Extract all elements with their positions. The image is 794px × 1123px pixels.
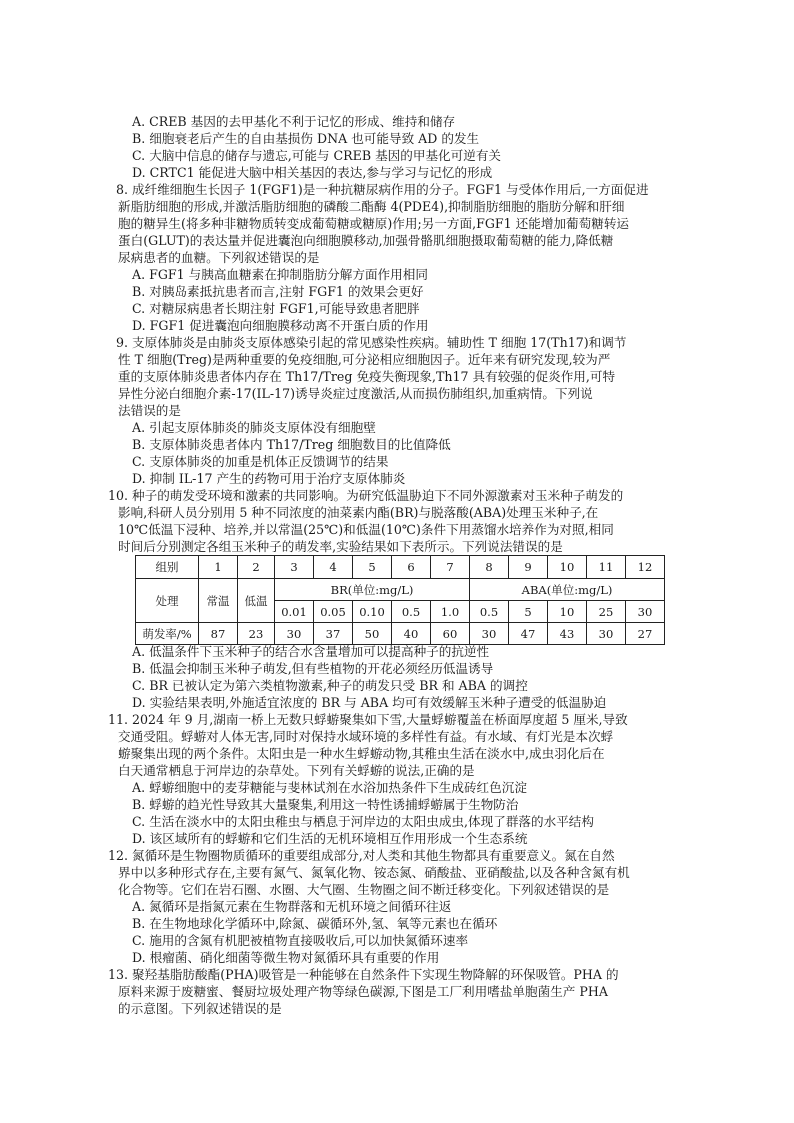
treatment-label-cell: 处理 bbox=[136, 579, 199, 623]
rate-cell: 27 bbox=[626, 623, 665, 645]
br-conc-cell: 0.5 bbox=[392, 601, 431, 623]
q13-stem-line-3: 的示意图。下列叙述错误的是 bbox=[118, 1001, 282, 1016]
q8-option-d: D. FGF1 促进囊泡向细胞膜移动离不开蛋白质的作用 bbox=[132, 318, 429, 333]
q10-stem-line-2: 影响,科研人员分别用 5 种不同浓度的油菜素内酯(BR)与脱落酸(ABA)处理玉米种子,在 bbox=[118, 505, 599, 520]
table-row-group bbox=[136, 556, 665, 579]
q10-option-a: A. 低温条件下玉米种子的结合水含量增加可以提高种子的抗逆性 bbox=[132, 644, 490, 659]
rate-cell: 60 bbox=[431, 623, 470, 645]
rate-cell: 40 bbox=[392, 623, 431, 645]
group-cell: 1 bbox=[199, 556, 238, 579]
germination-table bbox=[135, 555, 665, 645]
br-header-cell: BR(单位:mg/L) bbox=[275, 579, 470, 601]
group-cell: 9 bbox=[509, 556, 548, 579]
q8-option-b: B. 对胰岛素抵抗患者而言,注射 FGF1 的效果会更好 bbox=[132, 284, 424, 299]
group-cell: 6 bbox=[392, 556, 431, 579]
q10-option-c: C. BR 已被认定为第六类植物激素,种子的萌发只受 BR 和 ABA 的调控 bbox=[132, 678, 528, 693]
q11-stem-line-2: 交通受阻。蜉蝣对人体无害,同时对保持水域环境的多样性有益。有水域、有灯光是本次蜉 bbox=[118, 729, 614, 744]
normal-temp-cell: 常温 bbox=[199, 579, 238, 623]
q8-stem-line-4: 蛋白(GLUT)的表达量并促进囊泡向细胞膜移动,加强骨骼肌细胞摄取葡萄糖的能力,降低糖 bbox=[118, 233, 614, 248]
group-label-cell: 组别 bbox=[136, 556, 199, 579]
rate-cell: 50 bbox=[353, 623, 392, 645]
q12-option-a: A. 氮循环是指氮元素在生物群落和无机环境之间循环往返 bbox=[132, 899, 452, 914]
aba-conc-cell: 10 bbox=[548, 601, 587, 623]
low-temp-cell: 低温 bbox=[238, 579, 275, 623]
q7-option-c: C. 大脑中信息的储存与遗忘,可能与 CREB 基因的甲基化可逆有关 bbox=[132, 148, 502, 163]
q11-option-b: B. 蜉蝣的趋光性导致其大量聚集,利用这一特性诱捕蜉蝣属于生物防治 bbox=[132, 797, 519, 812]
br-conc-cell: 0.10 bbox=[353, 601, 392, 623]
aba-conc-cell: 5 bbox=[509, 601, 548, 623]
q9-option-d: D. 抑制 IL-17 产生的药物可用于治疗支原体肺炎 bbox=[132, 471, 406, 486]
q8-stem-line-5: 尿病患者的血糖。下列叙述错误的是 bbox=[118, 250, 320, 265]
q12-option-c: C. 施用的含氮有机肥被植物直接吸收后,可以加快氮循环速率 bbox=[132, 933, 469, 948]
rate-label-cell: 萌发率/% bbox=[136, 623, 199, 645]
q7-option-d: D. CRTC1 能促进大脑中相关基因的表达,参与学习与记忆的形成 bbox=[132, 165, 493, 180]
aba-conc-cell: 30 bbox=[626, 601, 665, 623]
group-cell: 5 bbox=[353, 556, 392, 579]
q11-option-d: D. 该区域所有的蜉蝣和它们生活的无机环境相互作用形成一个生态系统 bbox=[132, 831, 528, 846]
q9-stem-line-1: 9. 支原体肺炎是由肺炎支原体感染引起的常见感染性疾病。辅助性 T 细胞 17(Th17)和调节 bbox=[116, 335, 627, 350]
q11-option-c: C. 生活在淡水中的太阳虫稚虫与栖息于河岸边的太阳虫成虫,体现了群落的水平结构 bbox=[132, 814, 594, 829]
aba-conc-cell: 0.5 bbox=[470, 601, 509, 623]
q10-stem-line-3: 10℃低温下浸种、培养,并以常温(25℃)和低温(10℃)条件下用蒸馏水培养作为对照,相同 bbox=[118, 522, 614, 537]
q7-option-b: B. 细胞衰老后产生的自由基损伤 DNA 也可能导致 AD 的发生 bbox=[132, 131, 480, 146]
q10-option-b: B. 低温会抑制玉米种子萌发,但有些植物的开花必须经历低温诱导 bbox=[132, 661, 494, 676]
q8-stem-line-2: 新脂肪细胞的形成,并激活脂肪细胞的磷酸二酯酶 4(PDE4),抑制脂肪细胞的脂肪分解和肝细 bbox=[118, 199, 625, 214]
q10-stem-line-4: 时间后分别测定各组玉米种子的萌发率,实验结果如下表所示。下列说法错误的是 bbox=[118, 539, 563, 554]
rate-cell: 30 bbox=[275, 623, 314, 645]
q11-option-a: A. 蜉蝣细胞中的麦芽糖能与斐林试剂在水浴加热条件下生成砖红色沉淀 bbox=[132, 780, 527, 795]
q9-option-b: B. 支原体肺炎患者体内 Th17/Treg 细胞数目的比值降低 bbox=[132, 437, 451, 452]
q9-option-c: C. 支原体肺炎的加重是机体正反馈调节的结果 bbox=[132, 454, 389, 469]
rate-cell: 30 bbox=[587, 623, 626, 645]
table-row-rate bbox=[136, 623, 665, 645]
q12-option-b: B. 在生物地球化学循环中,除氮、碳循环外,氢、氧等元素也在循环 bbox=[132, 916, 498, 931]
rate-cell: 30 bbox=[470, 623, 509, 645]
rate-cell: 43 bbox=[548, 623, 587, 645]
q9-stem-line-4: 异性分泌白细胞介素-17(IL-17)诱导炎症过度激活,从而损伤肺组织,加重病情。下列说 bbox=[118, 386, 593, 401]
q12-option-d: D. 根瘤菌、硝化细菌等微生物对氮循环具有重要的作用 bbox=[132, 950, 440, 965]
br-conc-cell: 0.05 bbox=[314, 601, 353, 623]
q11-stem-line-1: 11. 2024 年 9 月,湖南一桥上无数只蜉蝣聚集如下雪,大量蜉蝣覆盖在桥面厚度超 5 厘米,导致 bbox=[108, 712, 628, 727]
aba-header-cell: ABA(单位:mg/L) bbox=[470, 579, 665, 601]
q8-option-a: A. FGF1 与胰高血糖素在抑制脂肪分解方面作用相同 bbox=[132, 267, 428, 282]
q12-stem-line-1: 12. 氮循环是生物圈物质循环的重要组成部分,对人类和其他生物都具有重要意义。氮在自然 bbox=[108, 848, 615, 863]
rate-cell: 47 bbox=[509, 623, 548, 645]
br-conc-cell: 0.01 bbox=[275, 601, 314, 623]
group-cell: 7 bbox=[431, 556, 470, 579]
group-cell: 8 bbox=[470, 556, 509, 579]
q9-stem-line-5: 法错误的是 bbox=[118, 403, 181, 418]
q8-stem-line-1: 8. 成纤维细胞生长因子 1(FGF1)是一种抗糖尿病作用的分子。FGF1 与受体作用后,一方面促进 bbox=[116, 182, 649, 197]
group-cell: 12 bbox=[626, 556, 665, 579]
q7-option-a: A. CREB 基因的去甲基化不利于记忆的形成、维持和储存 bbox=[132, 114, 456, 129]
rate-cell: 87 bbox=[199, 623, 238, 645]
q11-stem-line-4: 白天通常栖息于河岸边的杂草处。下列有关蜉蝣的说法,正确的是 bbox=[118, 763, 475, 778]
q12-stem-line-3: 化合物等。它们在岩石圈、水圈、大气圈、生物圈之间不断迁移变化。下列叙述错误的是 bbox=[118, 882, 610, 897]
group-cell: 2 bbox=[238, 556, 275, 579]
rate-cell: 37 bbox=[314, 623, 353, 645]
group-cell: 3 bbox=[275, 556, 314, 579]
group-cell: 11 bbox=[587, 556, 626, 579]
q9-stem-line-2: 性 T 细胞(Treg)是两种重要的免疫细胞,可分泌相应细胞因子。近年来有研究发现,较为严 bbox=[118, 352, 611, 367]
q13-stem-line-1: 13. 聚羟基脂肪酸酯(PHA)吸管是一种能够在自然条件下实现生物降解的环保吸管。PHA 的 bbox=[108, 967, 619, 982]
br-conc-cell: 1.0 bbox=[431, 601, 470, 623]
table-row-treatment bbox=[136, 579, 665, 601]
q12-stem-line-2: 界中以多种形式存在,主要有氮气、氮氧化物、铵态氮、硝酸盐、亚硝酸盐,以及各种含氮有机 bbox=[118, 865, 630, 880]
group-cell: 10 bbox=[548, 556, 587, 579]
q10-option-d: D. 实验结果表明,外施适宜浓度的 BR 与 ABA 均可有效缓解玉米种子遭受的低温胁迫 bbox=[132, 695, 607, 710]
q8-option-c: C. 对糖尿病患者长期注射 FGF1,可能导致患者肥胖 bbox=[132, 301, 420, 316]
q13-stem-line-2: 原料来源于废糖蜜、餐厨垃圾处理产物等绿色碳源,下图是工厂利用嗜盐单胞菌生产 PHA bbox=[118, 984, 608, 999]
aba-conc-cell: 25 bbox=[587, 601, 626, 623]
group-cell: 4 bbox=[314, 556, 353, 579]
q11-stem-line-3: 蝣聚集出现的两个条件。太阳虫是一种水生蜉蝣动物,其稚虫生活在淡水中,成虫羽化后在 bbox=[118, 746, 605, 761]
q9-option-a: A. 引起支原体肺炎的肺炎支原体没有细胞壁 bbox=[132, 420, 376, 435]
q9-stem-line-3: 重的支原体肺炎患者体内存在 Th17/Treg 免疫失衡现象,Th17 具有较强的促炎作用,可特 bbox=[118, 369, 616, 384]
q8-stem-line-3: 胞的糖异生(将多种非糖物质转变成葡萄糖或糖原)作用;另一方面,FGF1 还能增加葡萄糖转运 bbox=[118, 216, 629, 231]
rate-cell: 23 bbox=[238, 623, 275, 645]
q10-stem-line-1: 10. 种子的萌发受环境和激素的共同影响。为研究低温胁迫下不同外源激素对玉米种子萌发的 bbox=[108, 488, 624, 503]
